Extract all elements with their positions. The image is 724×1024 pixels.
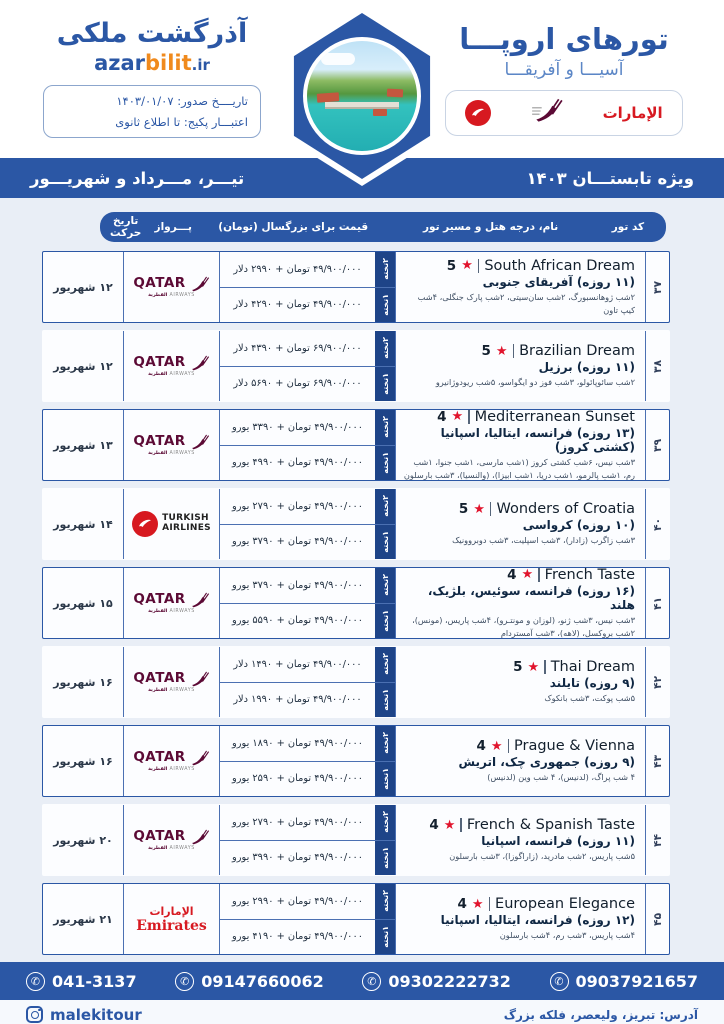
price-double-room <box>220 805 395 841</box>
single-bed-label: ۱تخته <box>380 293 390 316</box>
turkish-airlines-icon <box>465 100 491 126</box>
banner-season: ویژه تابستـــان ۱۴۰۳ <box>526 168 694 188</box>
tour-itinerary: ۲شب ژوهانسبورگ، ۲شب سان‌سیتی، ۲شب پارک جنگلی، ۴شب کیپ تاون <box>417 291 635 315</box>
table-row <box>42 488 670 560</box>
tour-title-fa: (۱۲ روزه) فرانسه، ایتالیا، اسپانیا <box>440 913 635 928</box>
table-header <box>100 212 666 242</box>
price-single-room <box>220 841 395 876</box>
contact-bar <box>0 962 724 1000</box>
qatar-sub-text: AIRWAYS القطرية <box>148 371 195 377</box>
tour-info-cell <box>395 252 645 322</box>
table-row <box>42 804 670 876</box>
price-double: ۴۹/۹۰۰/۰۰۰ تومان + ۲۷۹۰ یورو <box>232 500 363 512</box>
double-bed-tab <box>375 805 395 840</box>
address-text: آدرس: تبریز، ولیعصر، فلکه بزرگ <box>503 1007 698 1022</box>
site-azar: azar <box>94 51 145 75</box>
divider-line <box>478 259 480 273</box>
price-double-room <box>220 331 395 367</box>
tour-code: ۴۵ <box>651 912 664 926</box>
price-single: ۴۹/۹۰۰/۰۰۰ تومان + ۴۹۹۰ یورو <box>232 457 363 469</box>
single-bed-label: ۱تخته <box>380 767 390 790</box>
price-single: ۴۹/۹۰۰/۰۰۰ تومان + ۳۷۹۰ یورو <box>232 536 363 548</box>
divider-line <box>490 502 492 516</box>
tour-name-line <box>402 258 635 274</box>
table-row <box>42 251 670 323</box>
whatsapp-icon: ✆ <box>550 972 569 991</box>
departure-date: ۱۲ شهریور <box>53 280 113 294</box>
star-icon: ★ <box>521 568 534 583</box>
hexagon-photo-badge <box>281 6 443 186</box>
whatsapp-icon: ✆ <box>362 972 381 991</box>
airline-badge-strip <box>445 90 683 136</box>
phone-number[interactable]: 041-3137 <box>52 971 137 991</box>
qatar-wordmark: QATAR <box>133 749 186 766</box>
double-bed-label: ۲تخته <box>380 811 390 834</box>
departure-date: ۱۶ شهریور <box>53 675 113 689</box>
qatar-wordmark: QATAR <box>133 828 186 845</box>
qatar-airways-logo <box>133 355 209 378</box>
double-bed-label: ۲تخته <box>380 416 390 439</box>
tour-title-fa: (۹ روزه) تایلند <box>549 676 635 691</box>
turkish-bird-icon <box>132 511 158 537</box>
divider-line <box>513 344 515 358</box>
instagram-handle[interactable]: malekitour <box>50 1005 142 1024</box>
airline-cell <box>123 568 219 638</box>
package-validity: اعتبـــار پکیج: تا اطلاع ثانوی <box>115 114 248 129</box>
double-bed-tab <box>375 647 395 682</box>
qatar-sub-text: AIRWAYS القطرية <box>148 766 195 772</box>
qatar-airways-logo <box>133 276 209 299</box>
hotel-rating: 5 <box>446 257 457 274</box>
issue-date-box <box>43 85 261 138</box>
price-single-room <box>220 367 395 402</box>
star-icon: ★ <box>473 501 485 517</box>
whatsapp-icon: ✆ <box>175 972 194 991</box>
double-bed-tab <box>375 884 395 919</box>
airline-cell <box>123 726 219 796</box>
price-double: ۶۹/۹۰۰/۰۰۰ تومان + ۴۳۹۰ دلار <box>233 342 362 354</box>
double-bed-tab <box>375 489 395 524</box>
departure-date: ۲۰ شهریور <box>53 833 113 847</box>
price-single-room <box>220 683 395 718</box>
single-bed-label: ۱تخته <box>380 688 390 711</box>
tour-itinerary: ۲شب سائوپائولو، ۳شب فوز دو ایگواسو، ۵شب ریودوژانیرو <box>435 377 635 388</box>
tour-name-line <box>402 738 635 754</box>
tour-info-cell <box>395 489 645 559</box>
tour-itinerary: ۳شب زاگرب (زادار)، ۳شب اسپلیت، ۳شب دوبروونیک <box>452 535 635 546</box>
departure-date: ۲۱ شهریور <box>53 912 113 926</box>
tour-name-en: Prague & Vienna <box>514 738 635 755</box>
price-single-room <box>220 446 395 481</box>
tour-code: ۴۲ <box>651 675 664 689</box>
star-icon: ★ <box>527 659 540 675</box>
qatar-airways-logo <box>133 671 209 694</box>
star-icon: ★ <box>495 343 508 359</box>
tour-info-cell <box>395 726 645 796</box>
whatsapp-number[interactable]: 09302222732 <box>388 971 511 991</box>
price-cell <box>219 726 395 796</box>
hotel-rating: 4 <box>476 738 486 755</box>
tour-itinerary: ۵شب پوکت، ۳شب بانکوک <box>544 693 635 704</box>
qatar-wordmark: QATAR <box>133 670 186 687</box>
star-icon: ★ <box>461 258 473 274</box>
single-bed-tab <box>375 762 395 797</box>
departure-date: ۱۲ شهریور <box>53 359 113 373</box>
qatar-sub-text: AIRWAYS القطرية <box>148 450 195 456</box>
tour-itinerary: ۳شب نیس، ۶شب کشتی کروز (۱شب مارسی، ۱شب جنوا، ۱شب رم، ۱شب پالرمو، ۱شب دریا، ۱شب ابیزا)، (والنسیا)، ۳شب بارسلون <box>403 456 635 480</box>
turkish-wordmark: TURKISH AIRLINES <box>162 513 211 533</box>
tour-title-fa: (۹ روزه) جمهوری چک، اتریش <box>458 755 635 770</box>
tour-code-cell <box>645 331 669 401</box>
instagram-icon <box>26 1006 43 1023</box>
single-bed-label: ۱تخته <box>380 609 390 632</box>
double-bed-label: ۲تخته <box>380 258 390 281</box>
double-bed-label: ۲تخته <box>380 732 390 755</box>
tour-code: ۳۸ <box>651 359 664 373</box>
qatar-airways-logo <box>133 434 209 457</box>
divider-line <box>508 739 510 753</box>
departure-date: ۱۴ شهریور <box>53 517 113 531</box>
airline-cell <box>123 410 219 480</box>
divider-line <box>538 568 540 582</box>
single-bed-label: ۱تخته <box>380 925 390 948</box>
tour-name-en: Thai Dream <box>550 659 635 676</box>
website-logo <box>26 51 278 75</box>
tour-code-cell <box>645 568 669 638</box>
price-double-room <box>220 726 395 762</box>
double-bed-label: ۲تخته <box>380 890 390 913</box>
double-bed-label: ۲تخته <box>380 653 390 676</box>
airline-cell <box>123 647 219 717</box>
page-subtitle: آسیـــا و آفریقـــا <box>504 60 624 80</box>
single-bed-tab <box>375 446 395 481</box>
price-single: ۶۹/۹۰۰/۰۰۰ تومان + ۵۶۹۰ دلار <box>233 378 362 390</box>
single-bed-tab <box>375 841 395 876</box>
tour-code: ۳۷ <box>651 280 664 294</box>
tour-info-cell <box>395 331 645 401</box>
tour-code-cell <box>645 252 669 322</box>
tour-title-fa: (۱۱ روزه) آفریقای جنوبی <box>482 274 635 289</box>
star-icon: ★ <box>451 410 464 425</box>
col-price: قیمت برای بزرگسال (تومان) <box>218 221 369 233</box>
single-bed-label: ۱تخته <box>380 372 390 395</box>
price-double-room <box>220 568 395 604</box>
whatsapp-item[interactable] <box>362 972 510 991</box>
tour-name-en: Brazilian Dream <box>519 343 635 360</box>
site-bilit: bilit <box>145 51 192 75</box>
destination-photo <box>303 37 421 155</box>
whatsapp-item[interactable] <box>175 972 323 991</box>
single-bed-tab <box>375 920 395 955</box>
tour-name-en: South African Dream <box>484 257 635 274</box>
price-double: ۴۹/۹۰۰/۰۰۰ تومان + ۳۳۹۰ یورو <box>232 421 363 433</box>
single-bed-tab <box>375 288 395 323</box>
tour-name-line <box>402 501 635 517</box>
single-bed-tab <box>375 367 395 402</box>
single-bed-label: ۱تخته <box>380 451 390 474</box>
tour-rows <box>42 251 670 955</box>
tour-code: ۳۹ <box>651 438 664 452</box>
departure-date: ۱۵ شهریور <box>53 596 113 610</box>
price-double: ۴۹/۹۰۰/۰۰۰ تومان + ۱۴۹۰ دلار <box>233 658 362 670</box>
emirates-arabic-icon: الإمارات <box>602 103 663 122</box>
price-cell <box>219 884 395 954</box>
price-double: ۴۹/۹۰۰/۰۰۰ تومان + ۲۹۹۰ دلار <box>233 263 362 275</box>
tour-name-line <box>402 410 635 425</box>
tour-info-cell <box>395 568 645 638</box>
col-flight: پـــرواز <box>154 221 192 233</box>
divider-line <box>460 818 462 832</box>
tour-info-cell <box>395 410 645 480</box>
tour-code: ۴۱ <box>651 596 664 610</box>
double-bed-tab <box>375 252 395 287</box>
tour-name-en: French Taste <box>544 568 635 583</box>
single-bed-label: ۱تخته <box>380 530 390 553</box>
tour-name-line <box>402 659 635 675</box>
banner-months: تیـــر، مـــرداد و شهریـــور <box>30 168 245 188</box>
hexagon-inner <box>288 13 436 179</box>
price-single: ۴۹/۹۰۰/۰۰۰ تومان + ۴۱۹۰ یورو <box>232 931 363 943</box>
double-bed-tab <box>375 568 395 603</box>
single-bed-label: ۱تخته <box>380 846 390 869</box>
double-bed-tab <box>375 331 395 366</box>
turkish-airlines-logo <box>132 511 211 537</box>
whatsapp-number[interactable]: 09147660062 <box>201 971 324 991</box>
qatar-wordmark: QATAR <box>133 433 186 450</box>
price-double: ۴۹/۹۰۰/۰۰۰ تومان + ۳۷۹۰ یورو <box>232 579 363 591</box>
table-row <box>42 567 670 639</box>
single-bed-tab <box>375 683 395 718</box>
airline-cell <box>123 884 219 954</box>
header-titles <box>430 10 698 136</box>
double-bed-tab <box>375 410 395 445</box>
footer <box>0 962 724 1024</box>
qatar-wordmark: QATAR <box>133 354 186 371</box>
hotel-rating: 4 <box>429 817 439 834</box>
footer-strip <box>0 1000 724 1024</box>
hotel-rating: 5 <box>513 659 523 676</box>
qatar-airways-icon <box>530 98 564 128</box>
col-tour-name: نام، درجه هتل و مسیر تور <box>422 221 559 233</box>
phone-item[interactable] <box>26 972 137 991</box>
price-cell <box>219 647 395 717</box>
price-double-room <box>220 884 395 920</box>
whatsapp-item[interactable] <box>550 972 698 991</box>
qatar-wordmark: QATAR <box>133 591 186 608</box>
airline-cell <box>123 805 219 875</box>
hotel-rating: 5 <box>458 501 469 518</box>
qatar-oryx-icon <box>188 355 210 372</box>
price-double-room <box>220 252 395 288</box>
tour-code: ۴۳ <box>651 754 664 768</box>
qatar-airways-logo <box>133 750 209 773</box>
qatar-oryx-icon <box>188 434 210 451</box>
tour-info-cell <box>395 805 645 875</box>
price-cell <box>219 805 395 875</box>
table-row <box>42 330 670 402</box>
divider-line <box>489 897 491 911</box>
hotel-rating: 4 <box>507 568 517 583</box>
tour-title-fa: (۱۶ روزه) فرانسه، سوئیس، بلژیک، هلند <box>427 583 635 612</box>
departure-date: ۱۶ شهریور <box>53 754 113 768</box>
qatar-sub-text: AIRWAYS القطرية <box>148 608 195 614</box>
qatar-oryx-icon <box>188 750 210 767</box>
price-single: ۴۹/۹۰۰/۰۰۰ تومان + ۲۵۹۰ یورو <box>232 773 363 785</box>
qatar-sub-text: AIRWAYS القطرية <box>148 292 195 298</box>
price-double: ۴۹/۹۰۰/۰۰۰ تومان + ۱۸۹۰ یورو <box>232 737 363 749</box>
qatar-oryx-icon <box>188 276 210 293</box>
hotel-rating: 4 <box>457 896 467 913</box>
col-departure-date: تاریخ حرکت <box>110 215 142 239</box>
table-row <box>42 883 670 955</box>
company-logo-text: آذرگشت ملکی <box>56 18 248 49</box>
tour-code: ۴۴ <box>651 833 664 847</box>
price-single-room <box>220 762 395 797</box>
issue-date: تاریــــخ صدور: ۱۴۰۳/۰۱/۰۷ <box>116 94 248 108</box>
qatar-wordmark: QATAR <box>133 275 186 292</box>
col-tour-code: کد تور <box>611 221 645 233</box>
tour-info-cell <box>395 884 645 954</box>
price-cell <box>219 252 395 322</box>
double-bed-label: ۲تخته <box>380 574 390 597</box>
tour-itinerary: ۴ شب پراگ، (لدنیس)، ۴ شب وین (لدنیس) <box>487 772 635 783</box>
airline-cell <box>123 331 219 401</box>
phone-icon: ✆ <box>26 972 45 991</box>
hexagon-border <box>281 6 443 186</box>
qatar-sub-text: AIRWAYS القطرية <box>148 845 195 851</box>
price-double-room <box>220 647 395 683</box>
price-cell <box>219 410 395 480</box>
hotel-rating: 4 <box>437 410 447 425</box>
qatar-oryx-icon <box>188 592 210 609</box>
table-row <box>42 409 670 481</box>
tour-info-cell <box>395 647 645 717</box>
price-double-room <box>220 489 395 525</box>
price-single-room <box>220 920 395 955</box>
qatar-oryx-icon <box>188 829 210 846</box>
tour-title-fa: (۱۳ روزه) فرانسه، ایتالیا، اسپانیا (کشتی کروز) <box>440 425 635 454</box>
price-cell <box>219 331 395 401</box>
header <box>0 0 724 158</box>
price-double: ۴۹/۹۰۰/۰۰۰ تومان + ۲۷۹۰ یورو <box>232 816 363 828</box>
brand-block <box>26 10 278 138</box>
price-single: ۴۹/۹۰۰/۰۰۰ تومان + ۴۲۹۰ دلار <box>233 299 362 311</box>
emirates-logo <box>136 906 207 933</box>
tour-title-fa: (۱۱ روزه) فرانسه، اسپانیا <box>481 834 635 849</box>
qatar-oryx-icon <box>188 671 210 688</box>
whatsapp-number[interactable]: 09037921657 <box>575 971 698 991</box>
tour-itinerary: ۳شب نیس، ۳شب ژنو، (لوزان و مونتـرو)، ۴شب پاریس، (مونس)، ۲شب بروکسل، (لاهه)، ۳شب آمستردام <box>412 614 635 638</box>
hotel-rating: 5 <box>481 343 491 360</box>
tour-name-en: Wonders of Croatia <box>496 501 635 518</box>
double-bed-label: ۲تخته <box>380 495 390 518</box>
tour-name-en: European Elegance <box>495 896 635 913</box>
tour-name-line <box>402 817 635 833</box>
star-icon: ★ <box>443 817 456 833</box>
star-icon: ★ <box>490 738 503 754</box>
tour-code-cell <box>645 410 669 480</box>
price-single: ۴۹/۹۰۰/۰۰۰ تومان + ۵۵۹۰ یورو <box>232 615 363 627</box>
single-bed-tab <box>375 525 395 560</box>
tour-code-cell <box>645 884 669 954</box>
divider-line <box>544 660 546 674</box>
page-title: تورهای اروپـــا <box>459 22 669 56</box>
double-bed-label: ۲تخته <box>380 337 390 360</box>
tour-name-en: Mediterranean Sunset <box>474 410 635 425</box>
airline-cell <box>123 489 219 559</box>
price-single-room <box>220 604 395 639</box>
tour-code-cell <box>645 726 669 796</box>
price-single-room <box>220 288 395 323</box>
tour-name-en: French & Spanish Taste <box>466 817 635 834</box>
price-single-room <box>220 525 395 560</box>
table-row <box>42 646 670 718</box>
instagram-item[interactable] <box>26 1006 142 1024</box>
qatar-airways-logo <box>133 829 209 852</box>
price-double: ۴۹/۹۰۰/۰۰۰ تومان + ۲۹۹۰ یورو <box>232 895 363 907</box>
table-row <box>42 725 670 797</box>
emirates-wordmark: Emirates <box>136 917 207 934</box>
price-single: ۴۹/۹۰۰/۰۰۰ تومان + ۳۹۹۰ یورو <box>232 852 363 864</box>
price-cell <box>219 489 395 559</box>
price-cell <box>219 568 395 638</box>
tour-code-cell <box>645 805 669 875</box>
qatar-sub-text: AIRWAYS القطرية <box>148 687 195 693</box>
airline-cell <box>123 252 219 322</box>
price-double-room <box>220 410 395 446</box>
double-bed-tab <box>375 726 395 761</box>
tour-itinerary: ۵شب پاریس، ۲شب مادرید، (زاراگوزا)، ۳شب بارسلون <box>449 851 635 862</box>
tour-code-cell <box>645 647 669 717</box>
star-icon: ★ <box>471 896 484 912</box>
single-bed-tab <box>375 604 395 639</box>
tour-name-line <box>402 568 635 583</box>
departure-date: ۱۳ شهریور <box>53 438 113 452</box>
price-single: ۴۹/۹۰۰/۰۰۰ تومان + ۱۹۹۰ دلار <box>233 694 362 706</box>
site-tld: .ir <box>191 56 210 74</box>
qatar-airways-logo <box>133 592 209 615</box>
tour-code-cell <box>645 489 669 559</box>
tour-itinerary: ۴شب پاریس، ۳شب رم، ۴شب بارسلون <box>499 930 635 941</box>
emirates-arabic-mark: الإمارات <box>149 904 194 918</box>
tour-name-line <box>402 896 635 912</box>
tour-title-fa: (۱۰ روزه) کرواسی <box>522 518 635 533</box>
tour-code: ۴۰ <box>651 517 664 531</box>
divider-line <box>468 410 470 424</box>
tour-name-line <box>402 343 635 359</box>
tour-title-fa: (۱۱ روزه) برزیل <box>538 360 635 375</box>
